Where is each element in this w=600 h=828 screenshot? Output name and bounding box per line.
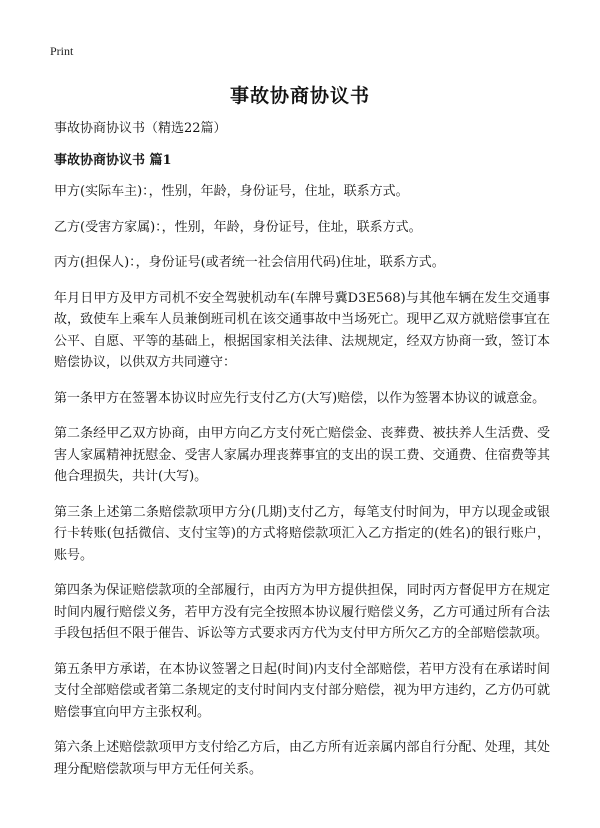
document-body: [54, 118, 550, 794]
document-title: 事故协商协议书: [229, 85, 370, 107]
article-2: 第二条经甲乙双方协商，由甲方向乙方支付死亡赔偿金、丧葬费、被扶养人生活费、受害人家属精神抚慰金、受害人家属办理丧葬事宜的支出的误工费、交通费、住宿费等其他合理损失，共计(大写)。: [54, 426, 550, 484]
article-6: 第六条上述赔偿款项甲方支付给乙方后，由乙方所有近亲属内部自行分配、处理，其处理分配赔偿款项与甲方无任何关系。: [54, 740, 550, 777]
document-subtitle: 事故协商协议书（精选22篇）: [54, 121, 227, 136]
print-link[interactable]: Print: [50, 44, 74, 58]
party-a-line: 甲方(实际车主)：，性别，年龄，身份证号，住址，联系方式。: [54, 184, 409, 199]
article-5: 第五条甲方承诺，在本协议签署之日起(时间)内支付全部赔偿，若甲方没有在承诺时间支付全部赔偿或者第二条规定的支付时间内支付部分赔偿，视为甲方违约，乙方仍可就赔偿事宜向甲方主张权利。: [54, 661, 550, 720]
article-3: 第三条上述第二条赔偿款项甲方分(几期)支付乙方，每笔支付时间为，甲方以现金或银行卡转账(包括微信、支付宝等)的方式将赔偿款项汇入乙方指定的(姓名)的银行账户，账号。: [54, 504, 550, 563]
section-heading: 事故协商协议书 篇1: [54, 152, 172, 168]
article-4: 第四条为保证赔偿款项的全部履行，由丙方为甲方提供担保，同时丙方督促甲方在规定时间内履行赔偿义务，若甲方没有完全按照本协议履行赔偿义务，乙方可通过所有合法手段包括但不限于催告、诉讼等方式要求丙方代为支付甲方所欠乙方的全部赔偿款项。: [54, 583, 550, 641]
party-b-line: 乙方(受害方家属)：，性别，年龄，身份证号，住址，联系方式。: [54, 219, 422, 235]
intro-paragraph: 年月日甲方及甲方司机不安全驾驶机动车(车牌号冀D3E568)与其他车辆在发生交通事故，致使车上乘车人员兼倒班司机在该交通事故中当场死亡。现甲乙双方就赔偿事宜在公平、自愿、平等的基础上，根据国家相关法律、法规规定，经双方协商一致，签订本赔偿协议，以供双方共同遵守：: [54, 290, 551, 370]
party-c-line: 丙方(担保人)：，身份证号(或者统一社会信用代码)住址，联系方式。: [54, 255, 445, 270]
article-1: 第一条甲方在签署本协议时应先行支付乙方(大写)赔偿，以作为签署本协议的诚意金。: [54, 390, 546, 406]
